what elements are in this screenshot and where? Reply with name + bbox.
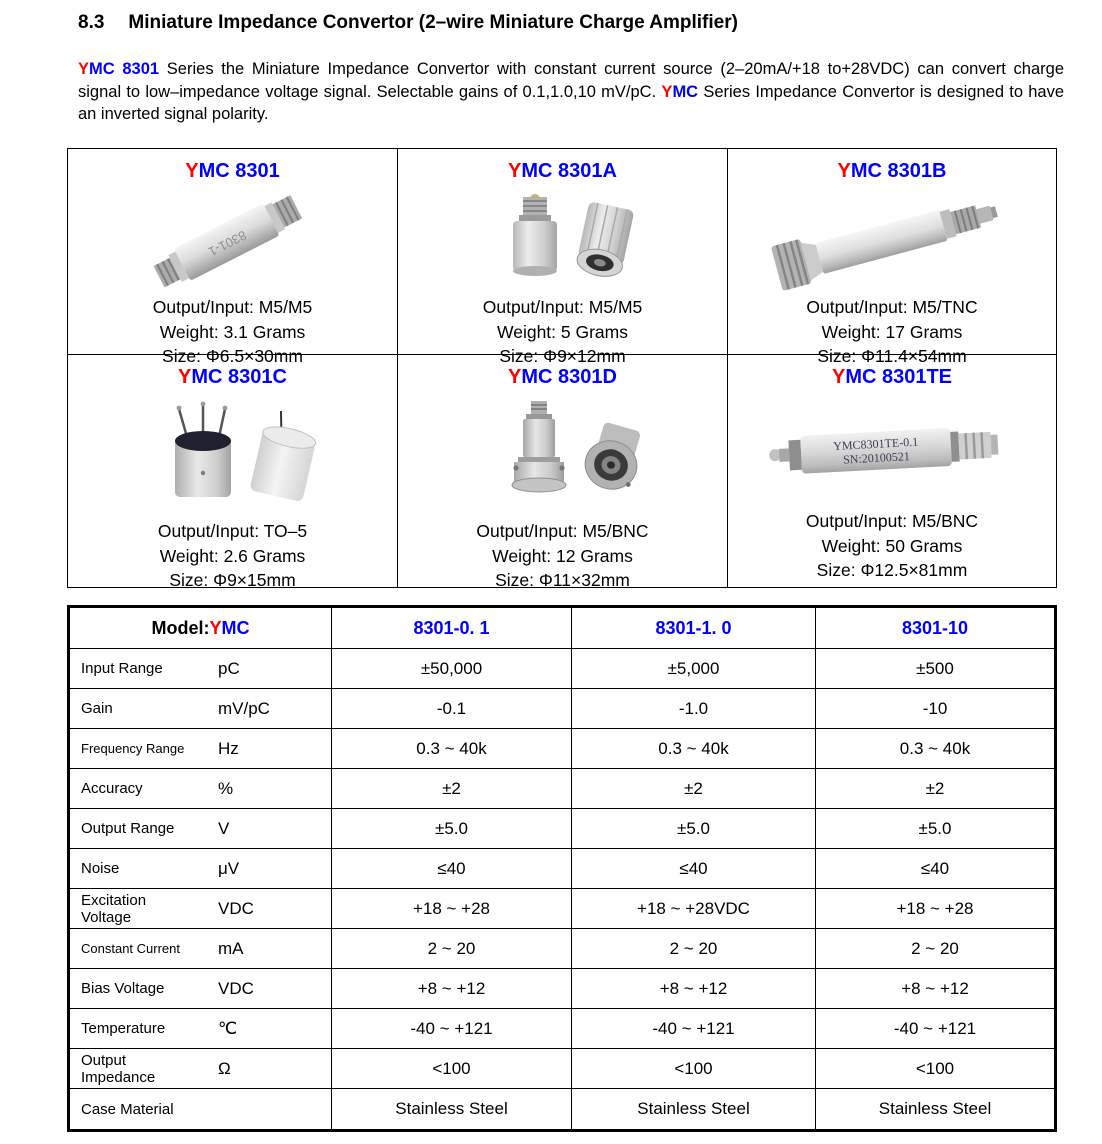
brand-initial-2: Y — [661, 82, 673, 101]
spec-value: 0.3 ~ 40k — [572, 729, 816, 769]
spec-value: 0.3 ~ 40k — [816, 729, 1054, 769]
product-size: Size: Φ9×15mm — [169, 570, 296, 590]
spec-value: -40 ~ +121 — [332, 1009, 572, 1049]
spec-value: -0.1 — [332, 689, 572, 729]
brand-model: MC 8301 — [89, 60, 160, 78]
spec-param-output-range: Output Range V — [70, 809, 332, 849]
product-size: Size: Φ11×32mm — [495, 570, 630, 590]
product-title-initial: Y — [508, 160, 522, 182]
spec-value: -1.0 — [572, 689, 816, 729]
product-title-initial: Y — [831, 366, 846, 388]
product-table — [67, 148, 1057, 588]
spec-value: ±2 — [332, 769, 572, 809]
product-image-ymc8301c — [68, 389, 397, 519]
section-number: 8.3 — [78, 12, 105, 33]
spec-value: ±2 — [816, 769, 1054, 809]
product-title — [185, 149, 280, 183]
intro-text-1: Series the Miniature Impedance Convertor with constant current source (2–20mA/+18 to+28VDC) can convert charge signal to low–impedance voltage signal. Selectable gains of 0.1,1.0,10 mV/pC. — [78, 60, 1064, 101]
product-title — [178, 355, 287, 389]
product-output-input: Output/Input: M5/BNC — [476, 521, 649, 541]
product-title-initial: Y — [185, 160, 199, 182]
spec-table — [67, 605, 1057, 1132]
spec-param-input-range: Input Range pC — [70, 649, 332, 689]
spec-value: ±5.0 — [332, 809, 572, 849]
product-weight: Weight: 12 Grams — [492, 545, 633, 566]
product-output-input: Output/Input: M5/BNC — [805, 511, 979, 531]
product-image-ymc8301 — [68, 183, 397, 295]
spec-value: ±5.0 — [572, 809, 816, 849]
product-output-input: Output/Input: M5/TNC — [806, 297, 978, 317]
product-image-ymc8301te — [728, 389, 1056, 509]
spec-header-col-2: 8301-1. 0 — [572, 608, 816, 649]
spec-param-frequency-range: Frequency Range Hz — [70, 729, 332, 769]
product-image-ymc8301a — [398, 183, 727, 295]
product-cell-ymc8301c — [68, 355, 398, 590]
spec-value: -40 ~ +121 — [572, 1009, 816, 1049]
spec-value: -10 — [816, 689, 1054, 729]
spec-value: <100 — [572, 1049, 816, 1089]
product-title — [832, 355, 952, 389]
spec-value: +18 ~ +28 — [816, 889, 1054, 929]
spec-value: ±5.0 — [816, 809, 1054, 849]
spec-value: ≤40 — [332, 849, 572, 889]
spec-value: 2 ~ 20 — [572, 929, 816, 969]
spec-value: Stainless Steel — [332, 1089, 572, 1129]
product-specs — [158, 519, 307, 602]
product-cell-ymc8301 — [68, 149, 398, 366]
product-title-rest: MC 8301D — [521, 366, 617, 388]
spec-value: 2 ~ 20 — [332, 929, 572, 969]
brand-initial: Y — [78, 60, 90, 78]
product-output-input: Output/Input: TO–5 — [157, 521, 308, 541]
spec-param-bias-voltage: Bias Voltage VDC — [70, 969, 332, 1009]
product-title — [838, 149, 947, 183]
product-weight: Weight: 50 Grams — [821, 535, 963, 556]
product-specs — [476, 519, 648, 602]
product-cell-ymc8301b — [728, 149, 1056, 366]
product-weight: Weight: 3.1 Grams — [159, 321, 306, 342]
product-size: Size: Φ12.5×81mm — [816, 560, 968, 580]
photo-label-line2: SN:20100521 — [842, 449, 911, 467]
product-title-rest: MC 8301 — [198, 160, 280, 182]
intro-paragraph — [78, 58, 1064, 126]
spec-value: +18 ~ +28 — [332, 889, 572, 929]
product-image-ymc8301d — [398, 389, 727, 519]
product-cell-ymc8301d — [398, 355, 728, 590]
product-specs — [806, 509, 978, 592]
product-title-rest: MC 8301A — [521, 160, 617, 182]
spec-value: -40 ~ +121 — [816, 1009, 1054, 1049]
spec-value: +8 ~ +12 — [572, 969, 816, 1009]
brand-name-2: MC — [672, 82, 699, 101]
spec-param-temperature: Temperature ℃ — [70, 1009, 332, 1049]
spec-value: Stainless Steel — [878, 1099, 992, 1118]
spec-value: +8 ~ +12 — [816, 969, 1054, 1009]
product-size: Size: Φ9×12mm — [499, 346, 626, 366]
spec-value: Stainless Steel — [572, 1089, 816, 1129]
spec-param-output-impedance: Output Impedance Ω — [70, 1049, 332, 1089]
spec-value: <100 — [816, 1049, 1054, 1089]
spec-param-excitation-voltage: Excitation Voltage VDC — [70, 889, 332, 929]
product-title — [508, 355, 617, 389]
spec-value: +18 ~ +28VDC — [572, 889, 816, 929]
product-title — [508, 149, 617, 183]
product-image-ymc8301b — [728, 183, 1056, 295]
product-size: Size: Φ6.5×30mm — [162, 346, 303, 366]
spec-value: ±500 — [816, 649, 1054, 689]
spec-value: ±5,000 — [572, 649, 816, 689]
section-title: Miniature Impedance Convertor (2–wire Miniature Charge Amplifier) — [128, 12, 738, 33]
product-weight: Weight: 2.6 Grams — [159, 545, 306, 566]
spec-value: ±50,000 — [332, 649, 572, 689]
spec-value: ±2 — [572, 769, 816, 809]
product-cell-ymc8301te — [728, 355, 1056, 587]
product-output-input: Output/Input: M5/M5 — [152, 297, 313, 317]
spec-header-col-3: 8301-10 — [816, 608, 1054, 649]
product-output-input: Output/Input: M5/M5 — [482, 297, 643, 317]
spec-param-accuracy: Accuracy % — [70, 769, 332, 809]
product-title-initial: Y — [508, 366, 522, 388]
spec-header-col-1: 8301-0. 1 — [332, 608, 572, 649]
model-label: Model: — [151, 617, 210, 638]
product-title-rest: MC 8301TE — [845, 366, 953, 388]
product-cell-ymc8301a — [398, 149, 728, 366]
spec-param-case-material: Case Material — [70, 1089, 332, 1129]
section-heading — [78, 12, 1068, 34]
product-title-initial: Y — [837, 160, 851, 182]
spec-value: ≤40 — [572, 849, 816, 889]
spec-value: <100 — [332, 1049, 572, 1089]
model-brand-initial: Y — [209, 617, 222, 638]
spec-param-noise: Noise μV — [70, 849, 332, 889]
product-title-initial: Y — [178, 366, 192, 388]
spec-value: 2 ~ 20 — [816, 929, 1054, 969]
spec-header-model — [70, 608, 332, 649]
product-title-rest: MC 8301C — [191, 366, 287, 388]
product-weight: Weight: 17 Grams — [821, 321, 963, 342]
svg-text:8301-1: 8301-1 — [205, 227, 249, 260]
spec-value: ≤40 — [816, 849, 1054, 889]
product-size: Size: Φ11.4×54mm — [817, 346, 967, 366]
spec-value: +8 ~ +12 — [332, 969, 572, 1009]
photo-label-line1: YMC8301TE-0.1 — [832, 434, 919, 454]
product-weight: Weight: 5 Grams — [497, 321, 628, 342]
product-title-rest: MC 8301B — [850, 160, 947, 182]
spec-param-gain: Gain mV/pC — [70, 689, 332, 729]
model-brand-rest: MC — [221, 617, 250, 638]
spec-param-constant-current: Constant Current mA — [70, 929, 332, 969]
spec-value: 0.3 ~ 40k — [332, 729, 572, 769]
intro-text-2: Series Impedance Convertor is designed to have an inverted signal polarity. — [78, 82, 1065, 123]
